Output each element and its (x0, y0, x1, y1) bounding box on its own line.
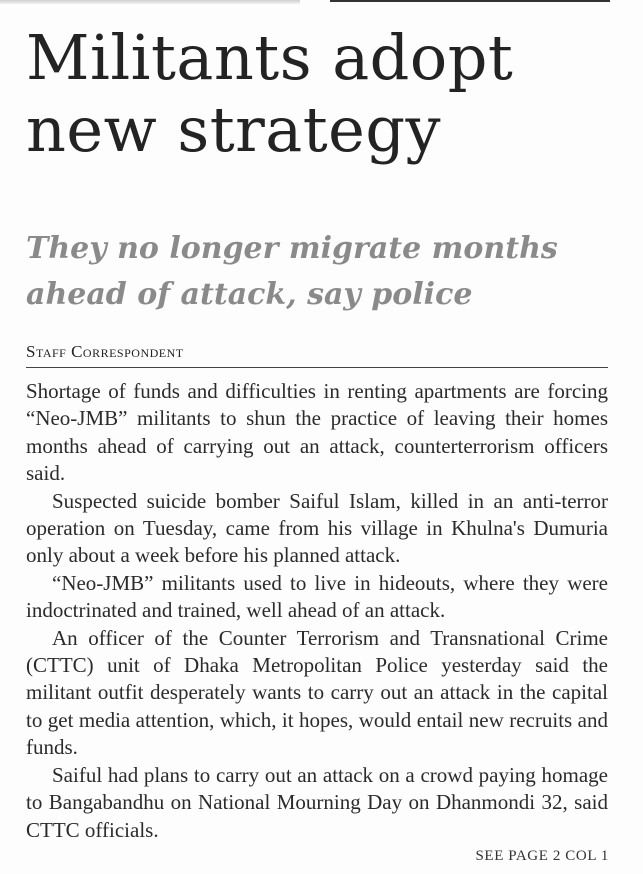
article-body (26, 378, 608, 844)
subhead-line-2: ahead of attack, say police (26, 277, 473, 312)
paragraph-5: Saiful had plans to carry out an attack on a crowd paying homage to Bangabandhu on National Mourning Day on Dhanmondi 32, said CTTC officials. (26, 762, 608, 842)
paragraph-1: Shortage of funds and difficulties in renting apartments are forcing “Neo-JMB” militants to shun the practice of leaving their homes months ahead of carrying out an attack, counterterrorism officers said. (26, 379, 608, 486)
headline-line-1: Militants adopt (26, 21, 514, 94)
paragraph-3: “Neo-JMB” militants used to live in hideouts, where they were indoctrinated and trained, well ahead of an attack. (26, 570, 608, 623)
paragraph-2: Suspected suicide bomber Saiful Islam, killed in an anti-terror operation on Tuesday, came from his village in Khulna's Dumuria only about a week before his planned attack. (26, 488, 608, 568)
headline (26, 22, 626, 166)
paragraph-4: An officer of the Counter Terrorism and Transnational Crime (CTTC) unit of Dhaka Metropolitan Police yesterday said the militant outfit desperately wants to carry out an attack in the capital to get media attention, which, it hopes, would entail new recruits and funds. (26, 625, 608, 760)
byline: Staff Correspondent (26, 342, 184, 361)
subheadline (26, 226, 626, 318)
top-column-rule (330, 0, 610, 2)
continued-jump-line: SEE PAGE 2 COL 1 (475, 848, 609, 864)
top-edge-shadow (0, 0, 300, 4)
subhead-line-1: They no longer migrate months (26, 231, 558, 266)
byline-divider (26, 367, 608, 368)
headline-line-2: new strategy (26, 93, 442, 166)
